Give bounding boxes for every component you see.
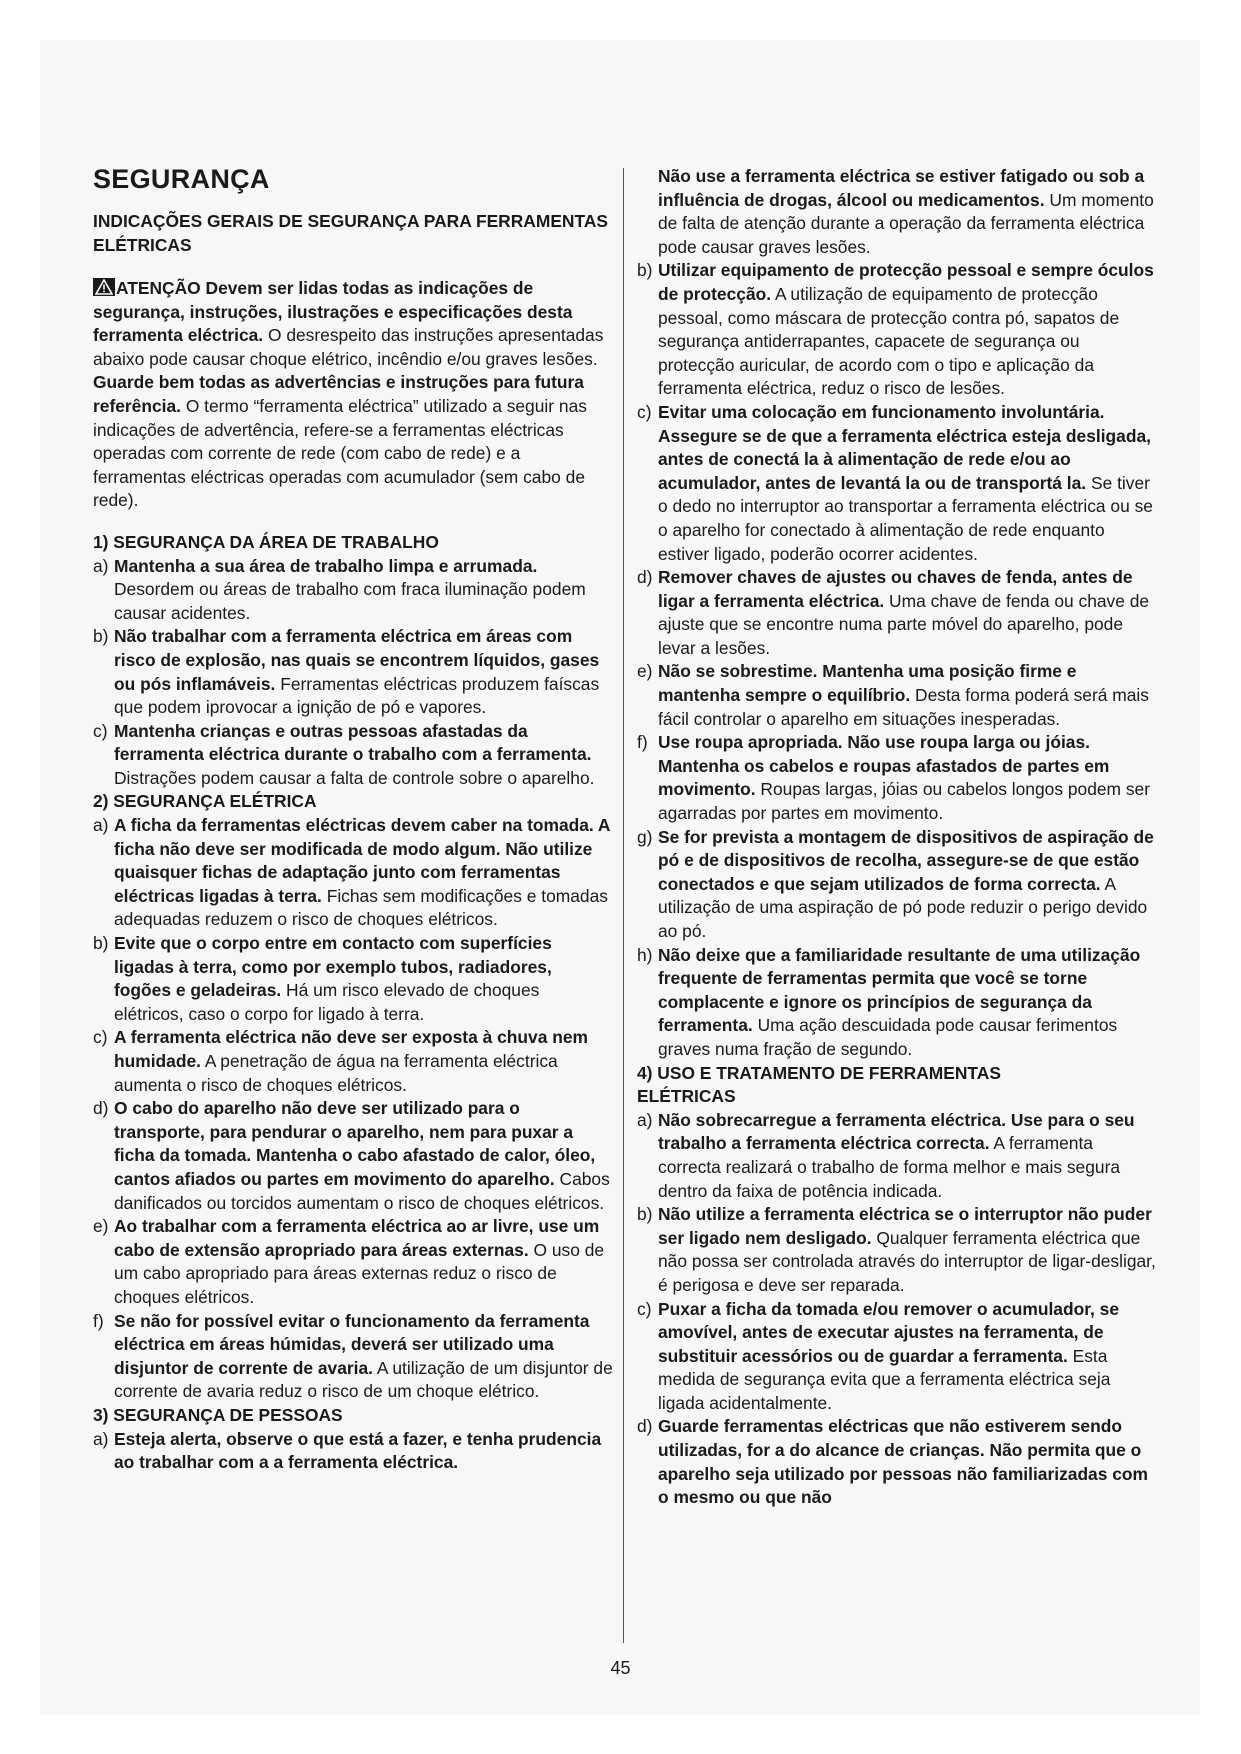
list-item: [637, 1203, 1157, 1297]
list-item-label: d): [637, 1416, 653, 1437]
list-item: [637, 731, 1157, 825]
list-item-bold: O cabo do aparelho não deve ser utilizado para o transporte, para pendurar o aparelho, nem para puxar a ficha da tomada. Mantenha o cabo afastado de calor, óleo, cantos afiados ou partes em movimento do aparelho.: [114, 1098, 596, 1189]
list-item-text: [658, 731, 1157, 825]
list-item: [637, 566, 1157, 660]
list-item: [637, 826, 1157, 944]
list-item-bold: Não trabalhar com a ferramenta eléctrica em áreas com risco de explosão, nas quais se encontrem líquidos, gases ou pós inflamáveis.: [114, 626, 600, 694]
warning-paragraph: [93, 277, 613, 513]
list-item-label: a): [93, 555, 109, 576]
list-item-bold: Não deixe que a familiaridade resultante de uma utilização frequente de ferramentas permita que você se torne complacente e ignore os princípios de segurança da ferramenta.: [658, 944, 1141, 1036]
list-item-label: [637, 165, 658, 259]
list-item-text: [114, 555, 613, 626]
section-heading-3: 3) SEGURANÇA DE PESSOAS: [93, 1404, 343, 1425]
list-item-label: a): [93, 1428, 109, 1449]
list-item: [93, 932, 613, 1026]
list-item-plain: A utilização de uma aspiração de pó pode reduzir o perigo devido ao pó.: [658, 873, 1148, 941]
list-item-text: [658, 566, 1157, 660]
section-heading-2: 2) SEGURANÇA ELÉTRICA: [93, 791, 317, 812]
warning-triangle-icon: [93, 278, 115, 296]
list-item-label: h): [637, 944, 653, 965]
list-item: [93, 1215, 613, 1309]
list-item-bold: Esteja alerta, observe o que está a fazer, e tenha prudencia ao trabalhar com a a ferramenta eléctrica.: [114, 1428, 602, 1473]
list-item-bold: Mantenha a sua área de trabalho limpa e arrumada.: [114, 555, 538, 576]
list-item-text: [658, 165, 1157, 259]
list-item: [93, 555, 613, 626]
list-item-text: [658, 1109, 1157, 1203]
section-3-list-left: [93, 1428, 613, 1475]
list-item: [637, 259, 1157, 401]
section-3-list-right: [637, 165, 1157, 1062]
list-item-text: [658, 259, 1157, 401]
warning-bold-2: Guarde bem todas as advertências e instruções para futura referência.: [93, 372, 584, 416]
list-item: [637, 1298, 1157, 1416]
list-item-plain: Esta medida de segurança evita que a ferramenta eléctrica seja ligada acidentalmente.: [658, 1345, 1111, 1413]
section-1-list: [93, 555, 613, 791]
list-item-label: a): [93, 815, 109, 836]
list-item: [637, 1109, 1157, 1203]
list-item-text: [114, 625, 613, 719]
list-item-plain: Cabos danificados ou torcidos aumentam o risco de choques elétricos.: [114, 1168, 610, 1213]
list-item-label: b): [93, 626, 109, 647]
list-item-plain: Se tiver o dedo no interruptor ao transportar a ferramenta eléctrica ou se o aparelho for conectado à alimentação de rede enquanto estiver ligado, poderão ocorrer acidentes.: [658, 472, 1153, 564]
list-item-text: [658, 401, 1157, 566]
list-item-plain: Qualquer ferramenta eléctrica que não possa ser controlada através do interruptor de ligar-desligar, é perigosa e deve ser reparada.: [658, 1227, 1156, 1295]
list-item-plain: Desordem ou áreas de trabalho com fraca iluminação podem causar acidentes.: [114, 579, 586, 623]
list-item-text: [658, 1298, 1157, 1416]
section-heading-4: 4) USO E TRATAMENTO DE FERRAMENTAS ELÉTRICAS: [637, 1062, 1001, 1107]
list-item-label: f): [637, 732, 648, 753]
list-item-plain: Ferramentas eléctricas produzem faíscas que podem iprovocar a ignição de pó e vapores.: [114, 673, 600, 718]
list-item: [93, 720, 613, 791]
list-item-plain: Roupas largas, jóias ou cabelos longos podem ser agarradas por partes em movimento.: [658, 779, 1151, 824]
list-item-bold: Ao trabalhar com a ferramenta eléctrica ao ar livre, use um cabo de extensão apropriado para áreas externas.: [114, 1216, 600, 1260]
page-number: 45: [610, 1658, 631, 1678]
list-item: [93, 1097, 613, 1215]
list-item-label: b): [93, 933, 109, 954]
list-item-text: [658, 826, 1157, 944]
list-item-bold: Evite que o corpo entre em contacto com superfícies ligadas à terra, como por exemplo tubos, radiadores, fogões e geladeiras.: [114, 933, 552, 1001]
list-item-plain: Há um risco elevado de choques elétricos, caso o corpo for ligado à terra.: [114, 980, 540, 1024]
list-item-label: b): [637, 260, 653, 281]
list-item-text: [658, 1203, 1157, 1297]
list-item: [93, 1026, 613, 1097]
list-item-bold: Se for prevista a montagem de dispositivos de aspiração de pó e de dispositivos de recolha, assegure-se de que estão conectados e que sejam utilizados de forma correcta.: [658, 826, 1154, 894]
list-item-label: f): [93, 1310, 104, 1331]
list-item: [637, 944, 1157, 1062]
list-item-text: [114, 1097, 613, 1215]
warning-text: O desrespeito das instruções apresentadas abaixo pode causar choque elétrico, incêndio e/ou graves lesões.: [93, 325, 604, 369]
list-item-bold: Não se sobrestime. Mantenha uma posição firme e mantenha sempre o equilíbrio.: [658, 661, 1077, 706]
list-item-bold: Não utilize a ferramenta eléctrica se o interruptor não puder ser ligado nem desligado.: [658, 1204, 1152, 1248]
list-item-plain: Uma chave de fenda ou chave de ajuste que se encontre numa parte móvel do aparelho, pode levar a lesões.: [658, 590, 1150, 658]
list-item-label: c): [93, 720, 108, 741]
list-item-plain: A utilização de um disjuntor de corrente de avaria reduz o risco de um choque elétrico.: [114, 1357, 613, 1402]
list-item-bold: Utilizar equipamento de protecção pessoal e sempre óculos de protecção.: [658, 260, 1154, 304]
list-item-text: [658, 660, 1157, 731]
list-item-text: [114, 1026, 613, 1097]
list-item-label: d): [93, 1098, 109, 1119]
column-divider: [623, 168, 624, 1643]
list-item-label: d): [637, 567, 653, 588]
list-item: [637, 401, 1157, 566]
list-item-bold: Remover chaves de ajustes ou chaves de fenda, antes de ligar a ferramenta eléctrica.: [658, 567, 1133, 611]
page-title: SEGURANÇA: [93, 164, 270, 194]
list-item: [93, 814, 613, 932]
right-column: [637, 165, 1157, 1510]
list-item-bold: Use roupa apropriada. Não use roupa larga ou jóias. Mantenha os cabelos e roupas afastados de partes em movimento.: [658, 732, 1110, 800]
list-item-label: c): [93, 1027, 108, 1048]
list-item-bold: Evitar uma colocação em funcionamento involuntária. Assegure se de que a ferramenta eléctrica esteja desligada, antes de conectá la à alimentação de rede e/ou ao acumulador, antes de levantá la ou de transportá la.: [658, 401, 1151, 493]
list-item-plain: A utilização de equipamento de protecção pessoal, como máscara de protecção contra pó, sapatos de segurança antiderrapantes, capacete de segurança ou protecção auricular, de acordo com o tipo e aplicação da ferramenta eléctrica, reduz o risco de lesões.: [658, 283, 1120, 399]
list-item-text: [658, 944, 1157, 1062]
list-item-bold: A ferramenta eléctrica não deve ser exposta à chuva nem humidade.: [114, 1027, 588, 1071]
warning-text-2: O termo “ferramenta eléctrica” utilizado a seguir nas indicações de advertência, refere-se a ferramentas eléctricas operadas com corrente de rede (com cabo de rede) e a ferramentas eléctricas operadas com acumulador (sem cabo de rede).: [93, 395, 587, 511]
list-item-label: e): [637, 661, 653, 682]
list-item-label: g): [637, 826, 653, 847]
list-item-plain: Um momento de falta de atenção durante a operação da ferramenta eléctrica pode causar graves lesões.: [658, 189, 1154, 257]
list-item-text: [114, 932, 613, 1026]
list-item-bold: A ficha da ferramentas eléctricas devem caber na tomada. A ficha não deve ser modificada de modo algum. Não utilize quaisquer fichas de adaptação junto com ferramentas eléctricas ligadas à terra.: [114, 815, 610, 906]
list-item-bold: Puxar a ficha da tomada e/ou remover o acumulador, se amovível, antes de executar ajustes na ferramenta, de substituir acessórios ou de guardar a ferramenta.: [658, 1298, 1120, 1366]
list-item-bold: Se não for possível evitar o funcionamento da ferramenta eléctrica em áreas húmidas, deverá ser utilizado uma disjuntor de corrente de avaria.: [114, 1310, 590, 1378]
list-item-label: b): [637, 1204, 653, 1225]
list-item-label: e): [93, 1216, 109, 1237]
section-2-list: [93, 814, 613, 1404]
list-item-label: a): [637, 1109, 653, 1130]
list-item: [637, 1415, 1157, 1509]
section-subtitle: INDICAÇÕES GERAIS DE SEGURANÇA PARA FERRAMENTAS ELÉTRICAS: [93, 211, 608, 255]
list-item: [637, 165, 1157, 259]
list-item-bold: Mantenha crianças e outras pessoas afastadas da ferramenta eléctrica durante o trabalho com a ferramenta.: [114, 720, 592, 765]
list-item-plain: O uso de um cabo apropriado para áreas externas reduz o risco de choques elétricos.: [114, 1239, 605, 1307]
list-item-text: [658, 1415, 1157, 1509]
warning-bold: ATENÇÃO Devem ser lidas todas as indicações de segurança, instruções, ilustrações e especificações desta ferramenta eléctrica.: [93, 278, 573, 346]
section-4-list: [637, 1109, 1157, 1510]
list-item: [93, 625, 613, 719]
list-item-text: [114, 814, 613, 932]
list-item: [637, 660, 1157, 731]
left-column: [93, 163, 613, 1475]
list-item: [93, 1428, 613, 1475]
list-item-bold: Não use a ferramenta eléctrica se estiver fatigado ou sob a influência de drogas, álcool ou medicamentos.: [658, 166, 1145, 210]
section-heading-1: 1) SEGURANÇA DA ÁREA DE TRABALHO: [93, 531, 439, 552]
list-item-text: [114, 1310, 613, 1404]
list-item-label: c): [637, 401, 652, 422]
list-item-plain: A ferramenta correcta realizará o trabalho de forma melhor e mais segura dentro da faixa de potência indicada.: [658, 1133, 1121, 1201]
list-item-plain: Distrações podem causar a falta de controle sobre o aparelho.: [114, 767, 595, 788]
list-item-text: [114, 1215, 613, 1309]
list-item-plain: Uma ação descuidada pode causar ferimentos graves numa fração de segundo.: [658, 1015, 1118, 1059]
list-item-plain: Fichas sem modificações e tomadas adequadas reduzem o risco de choques elétricos.: [114, 885, 608, 930]
list-item-bold: Guarde ferramentas eléctricas que não estiverem sendo utilizadas, for a do alcance de crianças. Não permita que o aparelho seja utilizado por pessoas não familiarizadas com o mesmo ou que não: [658, 1416, 1148, 1508]
list-item-bold: Não sobrecarregue a ferramenta eléctrica. Use para o seu trabalho a ferramenta eléctrica correcta.: [658, 1109, 1135, 1154]
list-item-label: c): [637, 1298, 652, 1319]
list-item: [93, 1310, 613, 1404]
list-item-text: [114, 720, 613, 791]
list-item-text: [114, 1428, 613, 1475]
list-item-plain: A penetração de água na ferramenta eléctrica aumenta o risco de choques elétricos.: [114, 1051, 558, 1095]
list-item-plain: Desta forma poderá será mais fácil controlar o aparelho em situações inesperadas.: [658, 685, 1149, 729]
